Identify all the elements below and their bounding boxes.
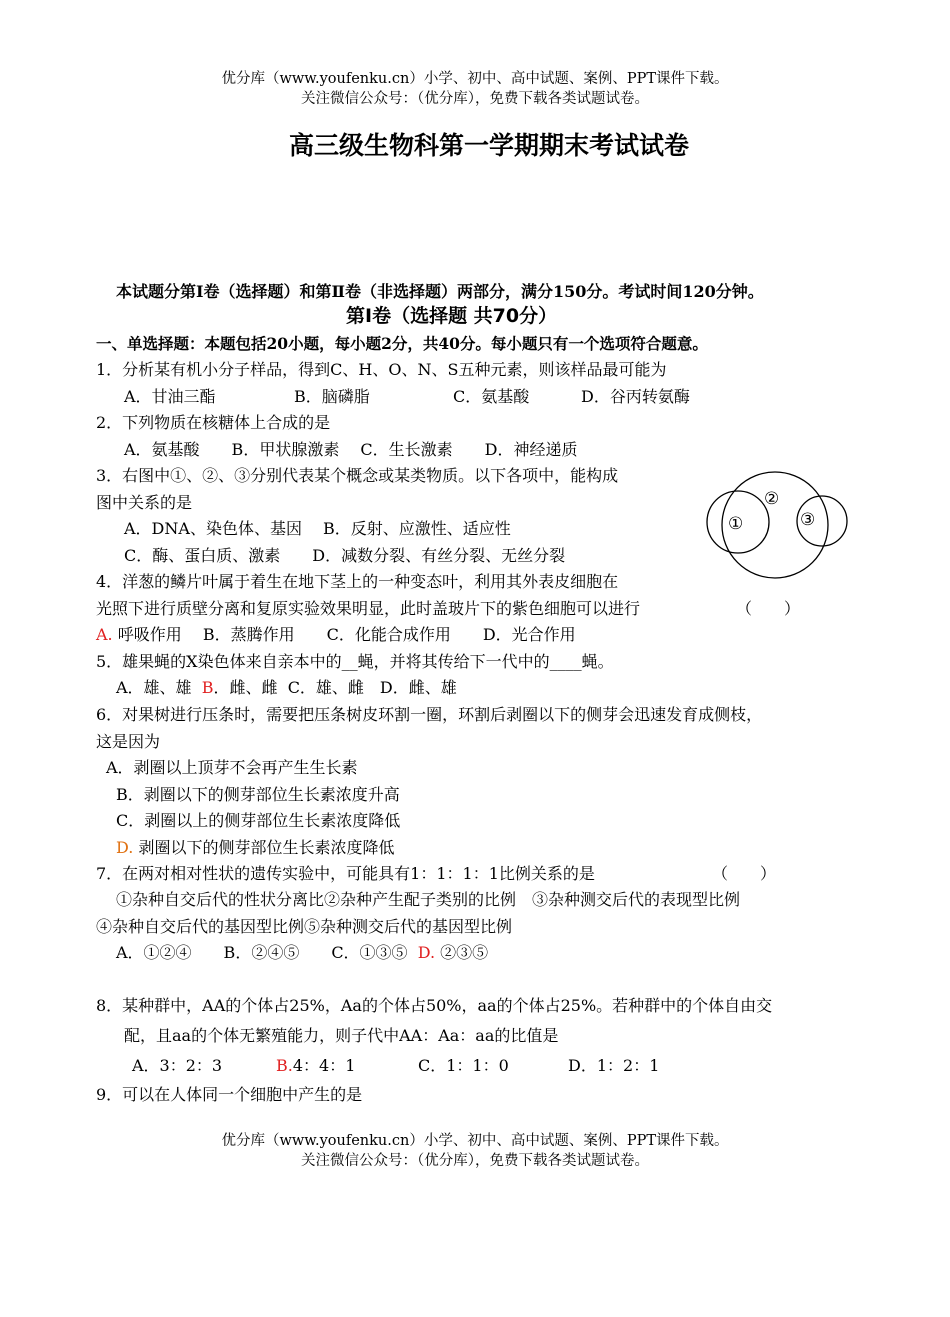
q8-option-b-text: 4：4：1 <box>292 1056 356 1075</box>
q8-stem-line-2: 配，且aa的个体无繁殖能力，则子代中AA：Aa：aa的比值是 <box>124 1026 559 1045</box>
q5-stem: 5．雄果蝇的X染色体来自亲本中的__蝇，并将其传给下一代中的____蝇。 <box>96 652 614 671</box>
q7-option-d-text: ②③⑤ <box>440 943 489 962</box>
q6-option-a: A．剥圈以上顶芽不会再产生生长素 <box>106 758 358 777</box>
q7-stem: 7．在两对相对性状的遗传实验中，可能具有1：1：1：1比例关系的是 <box>96 864 595 883</box>
q6-option-c: C．剥圈以上的侧芽部位生长素浓度降低 <box>116 811 401 830</box>
page-title: 高三级生物科第一学期期末考试试卷 <box>288 131 689 160</box>
q1-option-b: B．脑磷脂 <box>294 387 370 406</box>
q7-option-d-letter: D. <box>417 943 436 962</box>
q3-options-ab: A．DNA、染色体、基因 B．反射、应激性、适应性 <box>124 519 511 538</box>
header-line-1: 优分库（www.youfenku.cn）小学、初中、高中试题、案例、PPT课件下载。 <box>221 71 729 87</box>
venn-label-1: ① <box>728 514 744 534</box>
q8-option-c: C．1：1：0 <box>418 1056 509 1075</box>
q8-option-b-letter: B. <box>276 1056 293 1075</box>
q8-option-b <box>276 1058 355 1074</box>
q8-option-a: A．3：2：3 <box>132 1056 223 1075</box>
q4-stem-line-2: 光照下进行质壁分离和复原实验效果明显，此时盖玻片下的紫色细胞可以进行 <box>96 599 641 618</box>
q5-options <box>116 680 457 696</box>
venn-label-3: ③ <box>800 510 816 530</box>
q1-option-c: C．氨基酸 <box>453 387 530 406</box>
q4-option-a-letter: A. <box>96 625 113 644</box>
q2-stem: 2．下列物质在核糖体上合成的是 <box>96 413 331 432</box>
q7-answer-paren: （ ） <box>712 864 777 883</box>
q9-stem: 9．可以在人体同一个细胞中产生的是 <box>96 1085 363 1104</box>
part-1-title: 第Ⅰ卷（选择题 共70分） <box>346 305 558 327</box>
footer-line-2: 关注微信公众号：（优分库），免费下载各类试题试卷。 <box>301 1153 649 1169</box>
q5-option-b-letter: B <box>201 678 214 697</box>
venn-label-2: ② <box>764 489 780 509</box>
q7-items-line-2: ④杂种自交后代的基因型比例⑤杂种测交后代的基因型比例 <box>96 917 513 936</box>
q1-stem: 1．分析某有机小分子样品，得到C、H、O、N、S五种元素，则该样品最可能为 <box>96 360 667 379</box>
section-1-heading: 一、单选择题：本题包括20小题，每小题2分，共40分。每小题只有一个选项符合题意。 <box>96 334 708 353</box>
q3-stem-line-1: 3．右图中①、②、③分别代表某个概念或某类物质。以下各项中，能构成 <box>96 466 619 485</box>
q2-options: A．氨基酸 B．甲状腺激素 C．生长激素 D．神经递质 <box>124 440 578 459</box>
q6-option-b: B．剥圈以下的侧芽部位生长素浓度升高 <box>116 785 400 804</box>
q6-option-d-letter: D. <box>116 838 134 857</box>
q5-option-a: A．雄、雄 <box>116 678 192 697</box>
footer-line-1: 优分库（www.youfenku.cn）小学、初中、高中试题、案例、PPT课件下载。 <box>221 1133 729 1149</box>
header-line-2: 关注微信公众号：（优分库），免费下载各类试题试卷。 <box>301 91 649 107</box>
q6-stem-line-2: 这是因为 <box>96 732 161 751</box>
q4-options <box>96 627 576 643</box>
q1-option-a: A．甘油三酯 <box>124 387 216 406</box>
q4-options-rest: B．蒸腾作用 C．化能合成作用 D．光合作用 <box>202 625 576 644</box>
q7-items-line-1: ①杂种自交后代的性状分离比②杂种产生配子类别的比例 ③杂种测交后代的表现型比例 <box>116 890 741 909</box>
q1-option-d: D．谷丙转氨酶 <box>581 387 690 406</box>
q6-stem-line-1: 6．对果树进行压条时，需要把压条树皮环割一圈，环割后剥圈以下的侧芽会迅速发育成侧枝， <box>96 705 763 724</box>
q8-option-d: D．1：2：1 <box>568 1056 660 1075</box>
q3-stem-line-2: 图中关系的是 <box>96 493 193 512</box>
q5-option-b-text: ．雌、雌 <box>213 678 278 697</box>
q7-options-abc: A．①②④ B．②④⑤ C．①③⑤ <box>116 943 408 962</box>
q3-venn-diagram <box>700 470 855 585</box>
q3-options-cd: C．酶、蛋白质、激素 D．减数分裂、有丝分裂、无丝分裂 <box>124 546 566 565</box>
q4-answer-paren: （ ） <box>736 599 801 618</box>
q6-option-d-text: 剥圈以下的侧芽部位生长素浓度降低 <box>138 838 395 857</box>
exam-intro: 本试题分第Ⅰ卷（选择题）和第Ⅱ卷（非选择题）两部分，满分150分。考试时间120分钟。 <box>116 282 764 301</box>
q8-stem-line-1: 8．某种群中，AA的个体占25%，Aa的个体占50%，aa的个体占25%。若种群中的个体自由交 <box>96 996 773 1015</box>
q4-stem-line-1: 4．洋葱的鳞片叶属于着生在地下茎上的一种变态叶，利用其外表皮细胞在 <box>96 572 619 591</box>
q7-options <box>116 945 488 961</box>
q4-option-a-text: 呼吸作用 <box>117 625 182 644</box>
q6-option-d <box>116 840 394 856</box>
q5-options-cd: C．雄、雌 D．雌、雄 <box>287 678 457 697</box>
